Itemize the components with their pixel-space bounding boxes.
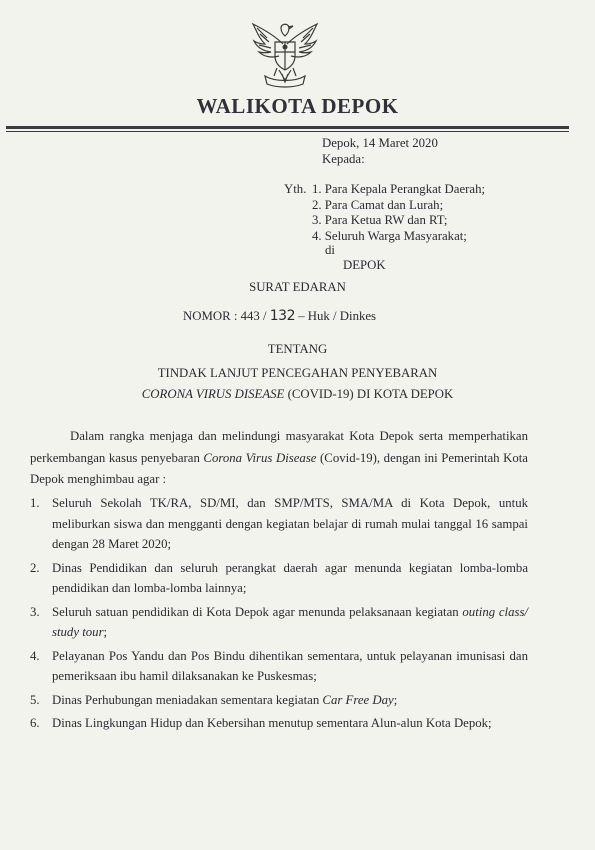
instruction-list: [30, 493, 528, 737]
intro-paragraph: [30, 426, 528, 491]
recipient-item: 4. Seluruh Warga Masyarakat;: [312, 228, 467, 243]
place-date: Depok, 14 Maret 2020: [322, 136, 438, 150]
number-suffix: – Huk / Dinkes: [298, 309, 377, 323]
item-number: 6.: [30, 716, 40, 730]
list-item: [30, 690, 528, 711]
list-item: [30, 493, 528, 555]
subject-rest: (COVID-19) DI KOTA DEPOK: [284, 387, 454, 401]
intro-text: Dalam rangka menjaga dan melindungi masyarakat Kota Depok serta memperhatikan perkembangan kasus penyebaran: [30, 429, 528, 465]
garuda-emblem-icon: [247, 14, 323, 90]
to-label: Kepada:: [322, 152, 365, 166]
item-text: Seluruh satuan pendidikan di Kota Depok agar menunda pelaksanaan kegiatan: [52, 604, 463, 619]
subject-line-1: TINDAK LANJUT PENCEGAHAN PENYEBARAN: [157, 366, 438, 380]
header-divider-thin: [6, 131, 569, 132]
document-type: SURAT EDARAN: [249, 280, 346, 294]
recipient-city: DEPOK: [343, 258, 386, 272]
recipient-list: [312, 182, 485, 244]
item-number: 5.: [30, 692, 40, 707]
item-number: 1.: [30, 496, 40, 510]
list-item: [30, 602, 528, 643]
number-handwritten: 132: [269, 308, 295, 324]
item-italic: outing class/ study tour: [52, 604, 528, 639]
item-text: Dinas Lingkungan Hidup dan Kebersihan menutup sementara Alun-alun Kota Depok;: [52, 716, 492, 730]
header-divider-thick: [6, 126, 569, 129]
item-text-end: ;: [103, 625, 108, 639]
list-item: [30, 646, 528, 687]
item-number: 3.: [30, 604, 40, 619]
subject-italic: CORONA VIRUS DISEASE: [141, 387, 285, 401]
subject-line-2: [0, 387, 595, 402]
item-number: 2.: [30, 560, 40, 575]
about-label: TENTANG: [267, 342, 328, 356]
list-item: [30, 713, 528, 734]
item-italic: Car Free Day: [322, 692, 394, 707]
document-number: [183, 308, 376, 324]
di-label: di: [325, 243, 335, 257]
item-text-end: ;: [393, 692, 398, 707]
number-prefix: NOMOR : 443 /: [183, 309, 267, 323]
page-title: WALIKOTA DEPOK: [196, 94, 399, 118]
item-text: Dinas Perhubungan meniadakan sementara kegiatan: [52, 692, 323, 707]
item-number: 4.: [30, 648, 40, 663]
intro-italic: Corona Virus Disease: [203, 450, 317, 465]
yth-label: Yth.: [284, 182, 307, 196]
list-item: [30, 558, 528, 599]
recipient-item: 3. Para Ketua RW dan RT;: [312, 213, 448, 228]
item-text: Pelayanan Pos Yandu dan Pos Bindu dihentikan sementara, untuk pelayanan imunisasi dan pemeriksaan ibu hamil dilaksanakan ke Puskesmas;: [52, 648, 528, 683]
item-text: Dinas Pendidikan dan seluruh perangkat daerah agar menunda kegiatan lomba-lomba pendidikan dan lomba-lomba lainnya;: [52, 560, 528, 595]
recipient-item: 2. Para Camat dan Lurah;: [312, 197, 444, 212]
intro-text-end: (Covid-19), dengan ini Pemerintah Kota Depok menghimbau agar :: [30, 450, 528, 486]
item-text: Seluruh Sekolah TK/RA, SD/MI, dan SMP/MTS, SMA/MA di Kota Depok, untuk meliburkan siswa dan mengganti dengan kegiatan belajar di rumah mulai tanggal 16 sampai dengan 28 Maret 2020;: [52, 496, 528, 551]
recipient-item: 1. Para Kepala Perangkat Daerah;: [312, 182, 486, 196]
